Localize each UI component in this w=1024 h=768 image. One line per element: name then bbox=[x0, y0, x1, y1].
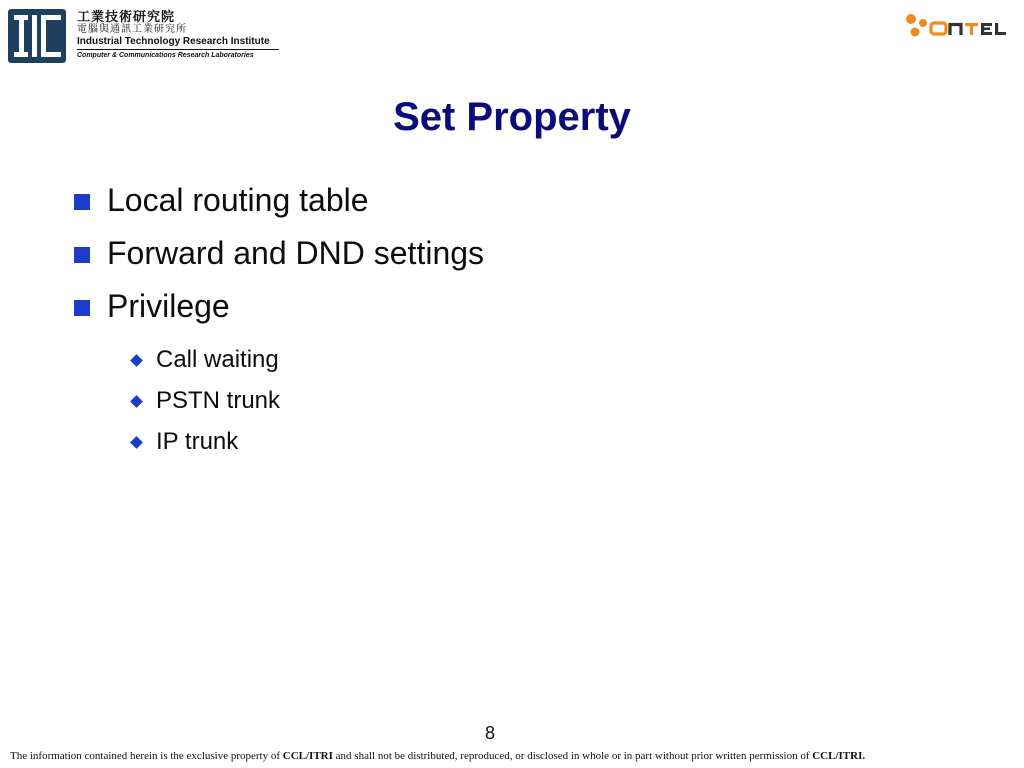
diamond-bullet-icon bbox=[130, 436, 143, 449]
bullet-text: Local routing table bbox=[107, 182, 369, 218]
bullet-item bbox=[72, 231, 485, 284]
footer-owner-1: CCL/ITRI bbox=[282, 750, 333, 762]
square-bullet-icon bbox=[74, 194, 90, 210]
itri-name-cn: 工業技術研究院 bbox=[77, 9, 176, 24]
footer-owner-2: CCL/ITRI. bbox=[812, 750, 866, 762]
bullet-item bbox=[72, 178, 369, 231]
page-number: 8 bbox=[484, 723, 495, 743]
square-bullet-icon bbox=[74, 300, 90, 316]
bullet-text: Forward and DND settings bbox=[107, 235, 485, 271]
itri-name-block bbox=[77, 9, 287, 60]
diamond-bullet-icon bbox=[130, 395, 143, 408]
itri-division-en: Computer & Communications Research Laboratories bbox=[77, 52, 254, 59]
itri-division-cn: 電腦與通訊工業研究所 bbox=[77, 24, 187, 35]
sub-bullet-text: IP trunk bbox=[156, 428, 239, 455]
square-bullet-icon bbox=[74, 247, 90, 263]
slide-header bbox=[0, 0, 1024, 70]
bullet-list bbox=[72, 178, 485, 460]
confidentiality-footer bbox=[10, 750, 1010, 762]
diamond-bullet-icon bbox=[130, 354, 143, 367]
ontel-logo-icon bbox=[905, 12, 1015, 47]
slide-title: Set Property bbox=[393, 95, 631, 139]
itri-name-en: Industrial Technology Research Institute bbox=[77, 36, 270, 47]
sub-bullet-text: Call waiting bbox=[156, 346, 279, 373]
sub-bullet-text: PSTN trunk bbox=[156, 387, 281, 414]
itri-logo-icon bbox=[8, 9, 66, 68]
itri-divider bbox=[77, 49, 279, 50]
bullet-item bbox=[72, 284, 230, 337]
footer-text-1: The information contained herein is the exclusive property of bbox=[10, 750, 283, 762]
sub-bullet-list bbox=[72, 337, 281, 460]
footer-text-2: and shall not be distributed, reproduced, or disclosed in whole or in part without prior written permission of bbox=[332, 750, 813, 762]
bullet-text: Privilege bbox=[107, 288, 230, 324]
